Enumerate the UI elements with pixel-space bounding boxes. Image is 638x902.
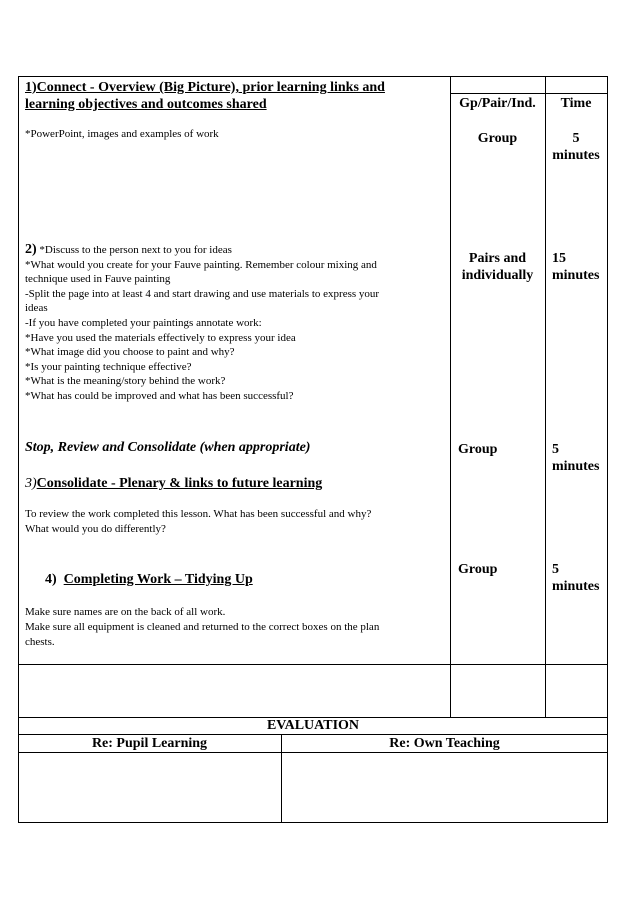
section2-line-9: *What is the meaning/story behind the work?	[25, 375, 226, 388]
section4-time-line2: minutes	[552, 579, 600, 594]
section1-group-value: Group	[477, 131, 518, 146]
section1-heading-line2: learning objectives and outcomes shared	[25, 97, 267, 112]
section1-time-value-1: 5	[572, 131, 580, 146]
eval-col-pupil-learning: Re: Pupil Learning	[91, 736, 208, 751]
section2-block	[25, 243, 445, 404]
time-header: Time	[560, 96, 592, 111]
section2-line-2: technique used in Fauve painting	[25, 273, 171, 286]
section2-line-5: -If you have completed your paintings annotate work:	[25, 316, 262, 329]
section2-line-0-text: *Discuss to the person next to you for ideas	[39, 244, 232, 256]
row-divider-eval-title	[18, 734, 608, 735]
section2-time-line1: 15	[552, 251, 566, 266]
section3-time-line2: minutes	[552, 459, 600, 474]
section2-group-line1: Pairs and	[468, 251, 527, 266]
section2-line-7: *What image did you choose to paint and why?	[25, 346, 235, 359]
section4-heading	[45, 571, 253, 588]
section1-time-value-2: minutes	[552, 148, 600, 163]
section1-note: *PowerPoint, images and examples of work	[25, 128, 219, 140]
section2-group-line2: individually	[461, 268, 534, 283]
section2-number: 2)	[25, 242, 37, 257]
row-divider-eval-headers	[18, 752, 608, 753]
section2-line-1: *What would you create for your Fauve painting. Remember colour mixing and	[25, 258, 377, 271]
border-right	[607, 76, 608, 823]
section4-line-1: Make sure all equipment is cleaned and returned to the correct boxes on the plan	[25, 621, 380, 633]
section2-line-4: ideas	[25, 302, 48, 315]
header-row-line	[450, 93, 608, 94]
section2-time-line2: minutes	[552, 268, 600, 283]
section1-heading-line1: 1)Connect - Overview (Big Picture), prior learning links and	[25, 80, 385, 95]
eval-col-own-teaching: Re: Own Teaching	[389, 736, 500, 751]
border-top	[18, 76, 608, 77]
section3-heading-text: Consolidate - Plenary & links to future learning	[36, 476, 323, 491]
section3-heading	[25, 475, 322, 492]
section2-line-6: *Have you used the materials effectively to express your idea	[25, 331, 296, 344]
evaluation-title: EVALUATION	[266, 718, 360, 733]
section2-line-10: *What has could be improved and what has been successful?	[25, 389, 294, 402]
section3-time-line1: 5	[552, 442, 559, 457]
group-header: Gp/Pair/Ind.	[459, 96, 536, 111]
section4-line-2: chests.	[25, 636, 55, 648]
stop-review-heading: Stop, Review and Consolidate (when appropriate)	[25, 440, 311, 455]
col-divider-1	[450, 76, 451, 718]
section2-line-8: *Is your painting technique effective?	[25, 360, 192, 373]
section4-heading-text: Completing Work – Tidying Up	[63, 572, 253, 587]
border-bottom	[18, 822, 608, 823]
section4-number: 4)	[45, 572, 57, 587]
row-divider-main	[18, 664, 608, 665]
section4-group: Group	[458, 562, 498, 577]
section2-line-0	[25, 243, 445, 258]
section3-line-0: To review the work completed this lesson. What has been successful and why?	[25, 508, 372, 520]
section3-group: Group	[458, 442, 498, 457]
section3-line-1: What would you do differently?	[25, 523, 166, 535]
col-divider-2	[545, 76, 546, 718]
section2-line-3: -Split the page into at least 4 and start drawing and use materials to express your	[25, 287, 380, 300]
border-left	[18, 76, 19, 823]
section4-line-0: Make sure names are on the back of all work.	[25, 606, 226, 618]
section4-time-line1: 5	[552, 562, 559, 577]
section3-number: 3)	[25, 476, 37, 491]
